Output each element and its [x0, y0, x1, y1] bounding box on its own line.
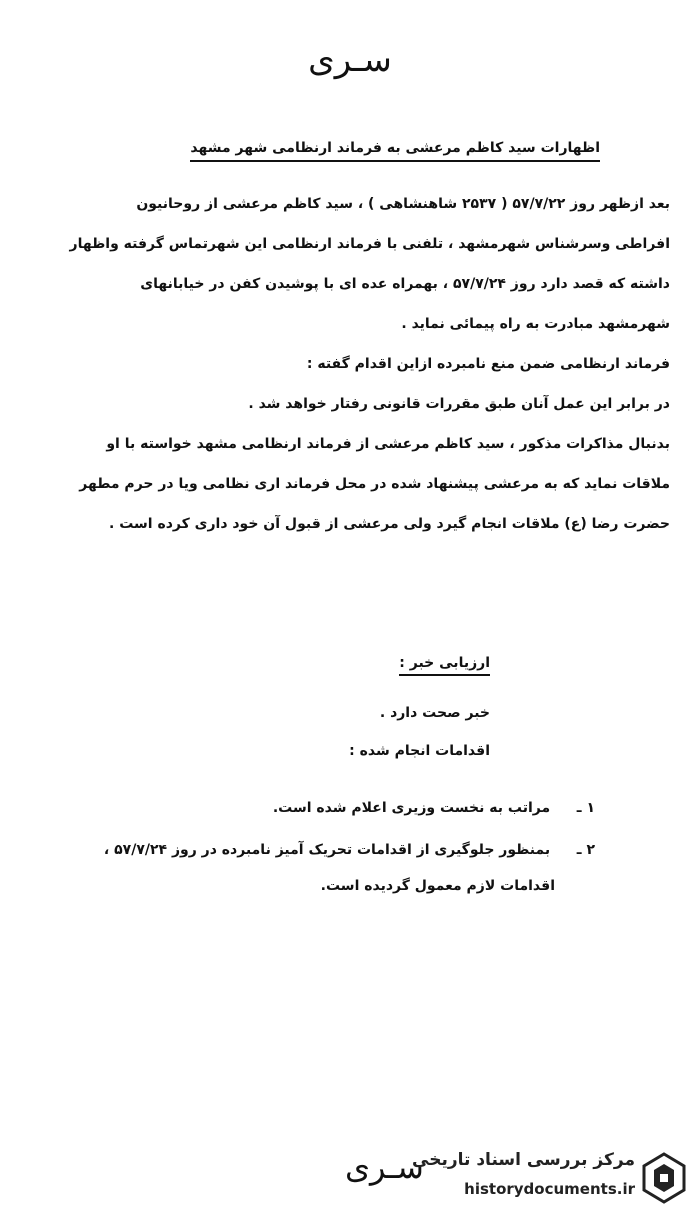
- watermark-url: historydocuments.ir: [464, 1180, 635, 1198]
- body-line: در برابر این عمل آنان طبق مقررات قانونی رفتار خواهد شد .: [248, 396, 670, 412]
- action-item: [104, 842, 595, 858]
- body-line: بدنبال مذاکرات مذکور ، سید کاظم مرعشی از فرماند ارنظامی مشهد خواسته با او: [106, 436, 670, 452]
- body-line: حضرت رضا (ع) ملاقات انجام گیرد ولی مرعشی از قبول آن خود داری کرده است .: [109, 516, 670, 532]
- body-line: فرماند ارنظامی ضمن منع نامبرده ازاین اقدام گفته :: [306, 356, 670, 372]
- body-line: شهرمشهد مبادرت به راه پیمائی نماید .: [401, 316, 670, 332]
- body-line: داشته که قصد دارد روز ۵۷/۷/۲۴ ، بهمراه عده ای با پوشیدن کفن در خیابانهای: [140, 276, 670, 292]
- evaluation-heading: ارزیابی خبر :: [399, 655, 490, 676]
- action-item: [273, 800, 595, 816]
- action-text: بمنظور جلوگیری از اقدامات تحریک آمیز نامبرده در روز ۵۷/۷/۲۴ ،: [103, 842, 551, 858]
- actions-heading: اقدامات انجام شده :: [349, 743, 490, 759]
- action-text: مراتب به نخست وزیری اعلام شده است.: [272, 800, 551, 816]
- body-line: بعد ازظهر روز ۵۷/۷/۲۲ ( ۲۵۳۷ شاهنشاهی ) ، سید کاظم مرعشی از روحانیون: [136, 196, 670, 212]
- body-line: ملاقات نماید که به مرعشی پیشنهاد شده در محل فرماند اری نظامی ویا در حرم مطهر: [79, 476, 670, 492]
- watermark: [412, 1150, 690, 1210]
- classification-header: سـری: [308, 40, 392, 80]
- evaluation-text: خبر صحت دارد .: [379, 705, 490, 721]
- action-number: ۱ ـ: [576, 800, 595, 816]
- document-body: [25, 195, 670, 555]
- classification-footer: سـری: [345, 1148, 424, 1186]
- archive-logo-icon: [640, 1152, 688, 1204]
- body-line: افراطی وسرشناس شهرمشهد ، تلفنی با فرماند ارنظامی این شهرتماس گرفته واظهار: [69, 236, 670, 252]
- document-title: اظهارات سید کاظم مرعشی به فرماند ارنظامی شهر مشهد: [190, 140, 600, 162]
- action-number: ۲ ـ: [576, 842, 595, 858]
- watermark-name: مرکز بررسی اسناد تاریخی: [412, 1150, 635, 1170]
- action-continuation: اقدامات لازم معمول گردیده است.: [320, 878, 555, 894]
